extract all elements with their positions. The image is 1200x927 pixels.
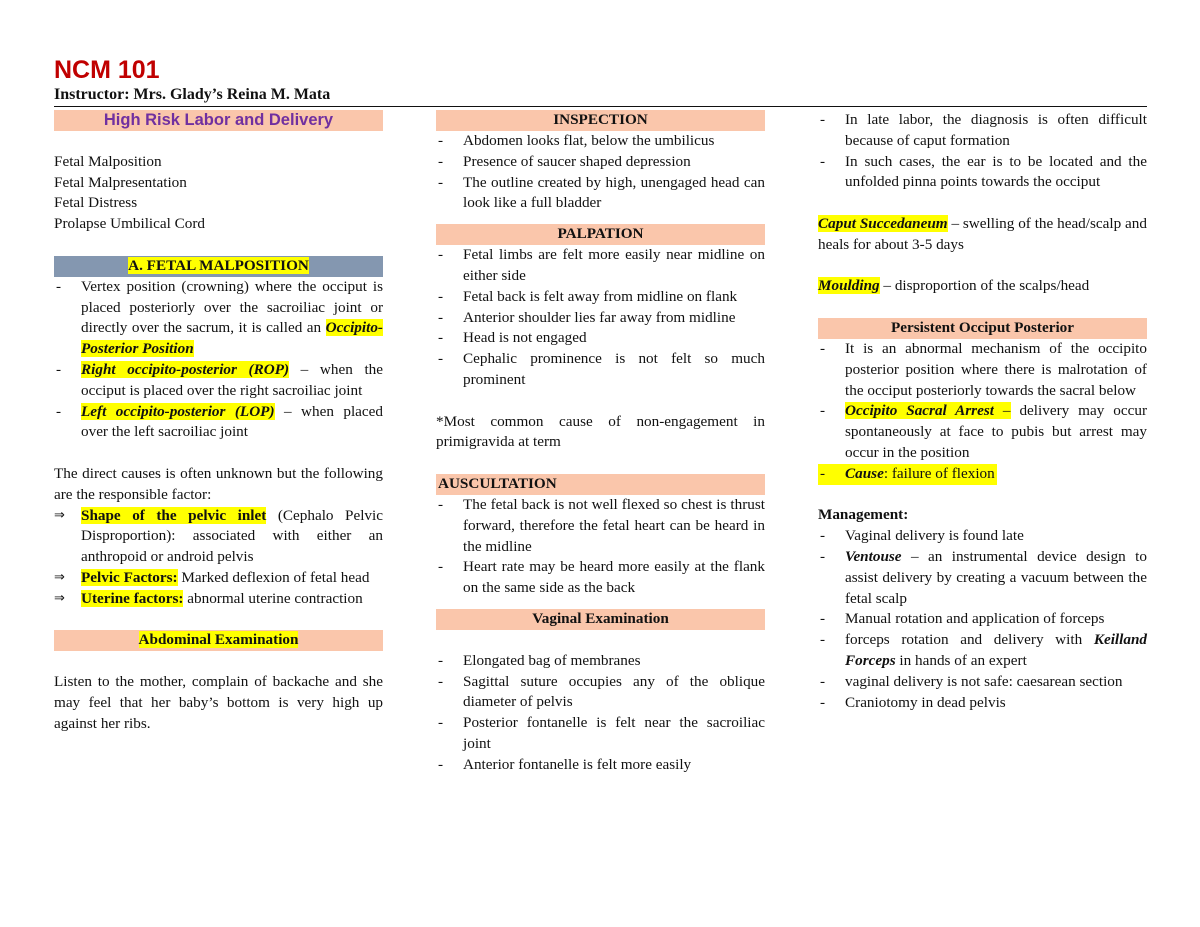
list-item: - In such cases, the ear is to be located and the unfolded pinna points towards the occiput bbox=[818, 152, 1147, 194]
heading-abdominal-exam-text: Abdominal Examination bbox=[138, 631, 299, 649]
causes-intro: The direct causes is often unknown but the following are the responsible factor: bbox=[54, 464, 383, 503]
forceps-text: forceps rotation and delivery with bbox=[845, 631, 1094, 649]
list-item bbox=[54, 506, 383, 568]
term-caput: Caput Succedaneum bbox=[818, 214, 948, 232]
term-pelvic-factors: Pelvic Factors: bbox=[81, 568, 178, 586]
moulding-text: – disproportion of the scalps/head bbox=[879, 277, 1090, 295]
vertex-text: Vertex position (crowning) where the occiput is placed posteriorly over the sacroiliac joint or directly over the sacrum, it is called an bbox=[81, 277, 383, 337]
cause2-text: Marked deflexion of fetal head bbox=[177, 568, 370, 586]
list-item: - Manual rotation and application of forceps bbox=[818, 609, 1147, 630]
list-item: - In late labor, the diagnosis is often difficult because of caput formation bbox=[818, 110, 1147, 152]
list-item bbox=[818, 464, 997, 485]
lop-text: – when placed over the left sacroiliac joint bbox=[81, 402, 383, 441]
abdominal-text: Listen to the mother, complain of backache and she may feel that her baby’s bottom is very high up against her ribs. bbox=[54, 673, 383, 732]
persistent-op-list bbox=[818, 339, 1147, 485]
forceps-tail: in hands of an expert bbox=[895, 651, 1027, 669]
term-moulding: Moulding bbox=[818, 277, 880, 295]
column-1 bbox=[54, 110, 383, 735]
list-item: - Sagittal suture occupies any of the oblique diameter of pelvis bbox=[436, 672, 765, 714]
term-keilland-forceps: Keilland Forceps bbox=[845, 631, 1147, 669]
list-item: - Posterior fontanelle is felt near the sacroiliac joint bbox=[436, 713, 765, 755]
list-item bbox=[818, 547, 1147, 609]
list-item bbox=[54, 360, 383, 402]
management-heading: Management: bbox=[818, 506, 909, 524]
list-item bbox=[54, 589, 383, 610]
list-item: - vaginal delivery is not safe: caesarean section bbox=[818, 672, 1147, 693]
palpation-list bbox=[436, 245, 765, 391]
cause3-text: abnormal uterine contraction bbox=[183, 589, 363, 607]
topic-item: Fetal Distress bbox=[54, 194, 138, 212]
header-divider bbox=[54, 106, 1147, 107]
list-item: - The outline created by high, unengaged head can look like a full bladder bbox=[436, 173, 765, 215]
ventouse-text: – an instrumental device design to assist delivery by creating a vacuum between the fetal scalp bbox=[845, 547, 1147, 607]
moulding-definition bbox=[818, 276, 1147, 297]
topic-item: Fetal Malposition bbox=[54, 152, 162, 170]
management-list bbox=[818, 526, 1147, 713]
list-item bbox=[54, 568, 383, 589]
list-item: - Head is not engaged bbox=[436, 328, 765, 349]
list-item: - The fetal back is not well flexed so chest is thrust forward, therefore the fetal heart can be heard in the midline bbox=[436, 495, 765, 557]
heading-auscultation: AUSCULTATION bbox=[436, 474, 765, 495]
heading-persistent-op: Persistent Occiput Posterior bbox=[818, 318, 1147, 339]
heading-vaginal-exam: Vaginal Examination bbox=[436, 609, 765, 630]
column-2 bbox=[436, 110, 765, 776]
term-occipito-posterior: Occipito-Posterior Position bbox=[81, 319, 383, 358]
column-3 bbox=[818, 110, 1147, 713]
list-item: - Anterior fontanelle is felt more easily bbox=[436, 755, 765, 776]
list-item: - Vaginal delivery is found late bbox=[818, 526, 1147, 547]
list-item bbox=[818, 401, 1147, 463]
list-item bbox=[818, 630, 1147, 672]
list-item bbox=[54, 402, 383, 444]
caput-text: – swelling of the head/scalp and heals for about 3-5 days bbox=[818, 214, 1147, 253]
list-item: - Cephalic prominence is not felt so much prominent bbox=[436, 349, 765, 391]
list-item: - Heart rate may be heard more easily at the flank on the same side as the back bbox=[436, 557, 765, 599]
list-item: - Abdomen looks flat, below the umbilicus bbox=[436, 131, 765, 152]
list-item: - Craniotomy in dead pelvis bbox=[818, 693, 1147, 714]
topic-item: Fetal Malpresentation bbox=[54, 173, 187, 191]
arrest-text: delivery may occur spontaneously at face to pubis but arrest may occur in the position bbox=[845, 402, 1148, 461]
instructor-line: Instructor: Mrs. Glady’s Reina M. Mata bbox=[54, 86, 331, 103]
term-lop: Left occipito-posterior (LOP) bbox=[81, 402, 275, 420]
term-occipito-sacral-arrest: Occipito Sacral Arrest bbox=[845, 402, 994, 420]
list-item: - It is an abnormal mechanism of the occipito posterior position where there is malrotation of the occiput posteriorly towards the sacral below bbox=[818, 339, 1147, 401]
list-item: - Presence of saucer shaped depression bbox=[436, 152, 765, 173]
late-labor-list bbox=[818, 110, 1147, 193]
rop-text: – when the occiput is placed over the right sacroiliac joint bbox=[81, 360, 383, 399]
list-item: - Fetal back is felt away from midline on flank bbox=[436, 287, 765, 308]
list-item: - Elongated bag of membranes bbox=[436, 651, 765, 672]
malposition-list bbox=[54, 277, 383, 443]
section-title-high-risk: High Risk Labor and Delivery bbox=[54, 110, 383, 131]
heading-fetal-malposition bbox=[54, 256, 383, 277]
list-item: - Fetal limbs are felt more easily near midline on either side bbox=[436, 245, 765, 287]
course-title: NCM 101 bbox=[54, 56, 160, 84]
caput-definition bbox=[818, 214, 1147, 256]
heading-inspection: INSPECTION bbox=[436, 110, 765, 131]
heading-abdominal-exam bbox=[54, 630, 383, 651]
cause-text: : failure of flexion bbox=[883, 464, 995, 482]
heading-palpation: PALPATION bbox=[436, 224, 765, 245]
heading-fetal-malposition-text: A. FETAL MALPOSITION bbox=[128, 256, 309, 274]
topic-list bbox=[54, 152, 383, 235]
inspection-list bbox=[436, 131, 765, 214]
term-ventouse: Ventouse bbox=[845, 547, 902, 565]
causes-list bbox=[54, 506, 383, 610]
auscultation-list bbox=[436, 495, 765, 599]
engagement-note: *Most common cause of non-engagement in primigravida at term bbox=[436, 412, 765, 451]
topic-item: Prolapse Umbilical Cord bbox=[54, 215, 206, 233]
term-rop: Right occipito-posterior (ROP) bbox=[81, 360, 290, 378]
vaginal-list bbox=[436, 651, 765, 776]
list-item: - Anterior shoulder lies far away from midline bbox=[436, 308, 765, 329]
term-cause: Cause bbox=[845, 464, 884, 482]
list-item bbox=[54, 277, 383, 360]
cause1-text: (Cephalo Pelvic Disproportion): associated with either an anthropoid or android pelvis bbox=[81, 506, 383, 566]
term-pelvic-inlet: Shape of the pelvic inlet bbox=[81, 506, 267, 524]
dash-mark: – bbox=[993, 402, 1011, 420]
term-uterine-factors: Uterine factors: bbox=[81, 589, 184, 607]
